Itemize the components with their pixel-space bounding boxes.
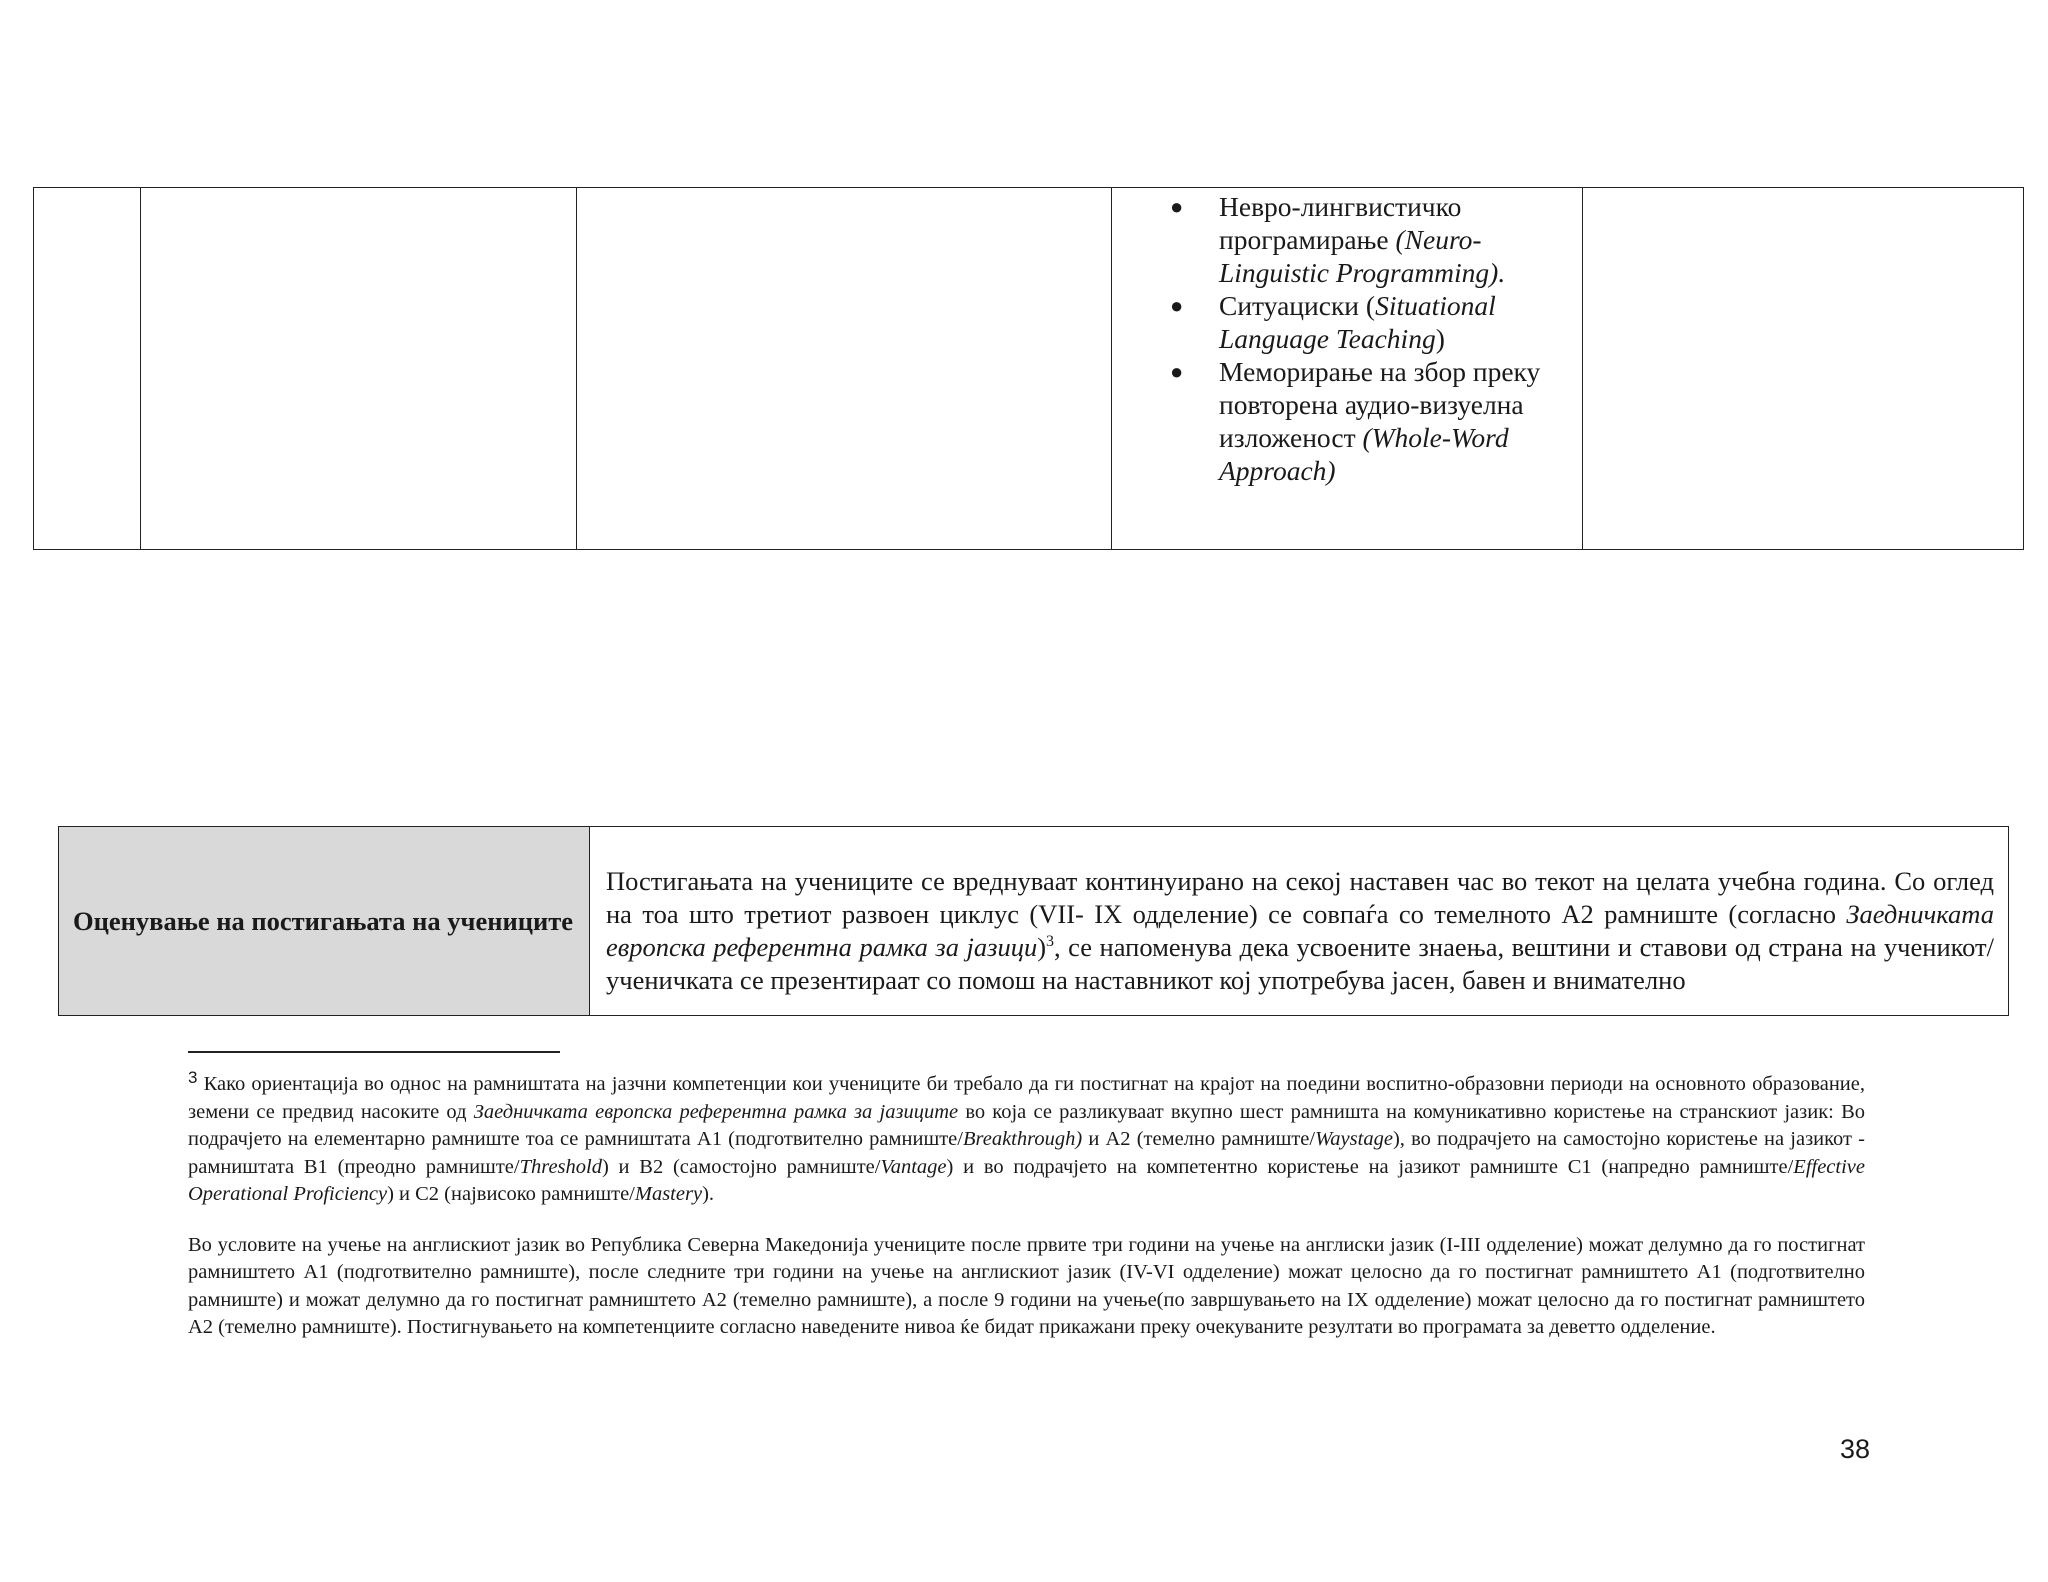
assessment-label: Оценување на постигањата на учениците: [59, 827, 590, 1016]
page-number: 38: [1839, 1434, 1870, 1464]
assessment-table: [58, 826, 2009, 1016]
list-item: ● Ситуациски (Situational Language Teaching): [1170, 290, 1496, 354]
footnote-separator: [188, 1051, 560, 1053]
assessment-body-cell: [590, 827, 2009, 1016]
footnote-number: 3: [188, 1068, 198, 1087]
methods-table: [33, 187, 2024, 550]
footnote-paragraph: Во условите на учење на англискиот јазик во Република Северна Македонија учениците после првите три години на учење на англиски јазик (I-III одделение) можат делумно да го постигнат рамништето А1 (подготвително рамниште), после следните три години на учење на англискиот јазик (IV-VI одделение) можат целосно да го постигнат рамништето А1 (подготвително рамниште) и можат делумно да го постигнат рамништето А2 (темелно рамниште), а после 9 години на учење(по завршувањето на IX одделение) можат целосно да го постигнат рамништето А2 (темелно рамниште). Постигнувањето на компетенциите согласно наведените нивоа ќе бидат прикажани преку очекуваните резултати во програмата за деветто одделение.: [188, 1233, 1865, 1338]
list-item: ● Меморирање на збор преку повторена аудио-визуелна изложеност (Whole-Word Approach): [1170, 356, 1541, 486]
bullet-icon: ●: [1170, 194, 1184, 219]
footnote: [188, 1068, 1865, 1342]
table-row: [59, 827, 2009, 1016]
footnote-paragraph: $^3$ Како ориентација во однос на рамништата на јазчни компетенции кои учениците би требало да ги постигнат на крајот на поедини воспитно-образовни периоди на основното образование, земени се предвид насоките од Заедничката европска референтна рамка за јазиците во која се разликуваат вкупно шест рамништа на комуникативно користење на странскиот јазик: Во подрачјето на елементарно рамниште тоа се рамништата А1 (подготвително рамниште/Breakthrough) и А2 (темелно рамниште/Waystage), во подрачјето на самостојно користење на јазикот - рамништата B1 (преодно рамниште/Threshold) и B2 (самостојно рамниште/Vantage) и во подрачјето на компетентно користење на јазикот рамниште C1 (напредно рамниште/Effective Operational Proficiency) и C2 (највисоко рамниште/Mastery).: [188, 1068, 1865, 1205]
footnote-ref[interactable]: 3: [1046, 933, 1055, 951]
table-cell-empty: [34, 188, 141, 550]
assessment-body: Постигањата на учениците се вреднуваат континуирано на секој наставен час во текот на целата учебна година. Со оглед на тоа што третиот развоен циклус (VII- IX одделение) се совпаѓа со темелното А2 рамниште (согласно Заедничката европска референтна рамка за јазици)$^3$, се напоменува дека усвоените знаења, вештини и ставови од страна на ученикот/ученичката се презентираат со помош на наставникот кој употребува јасен, бавен и внимателно: [606, 866, 1995, 995]
table-cell-empty: [1583, 188, 2024, 550]
table-cell-empty: [141, 188, 577, 550]
table-row: [34, 188, 2024, 550]
methods-list: [1112, 188, 1582, 487]
bullet-icon: ●: [1170, 359, 1184, 384]
list-item: ● Невро-лингвистичко програмирање (Neuro-Linguistic Programming).: [1170, 191, 1506, 288]
table-cell-empty: [577, 188, 1112, 550]
methods-cell: [1112, 188, 1583, 550]
bullet-icon: ●: [1170, 293, 1184, 318]
